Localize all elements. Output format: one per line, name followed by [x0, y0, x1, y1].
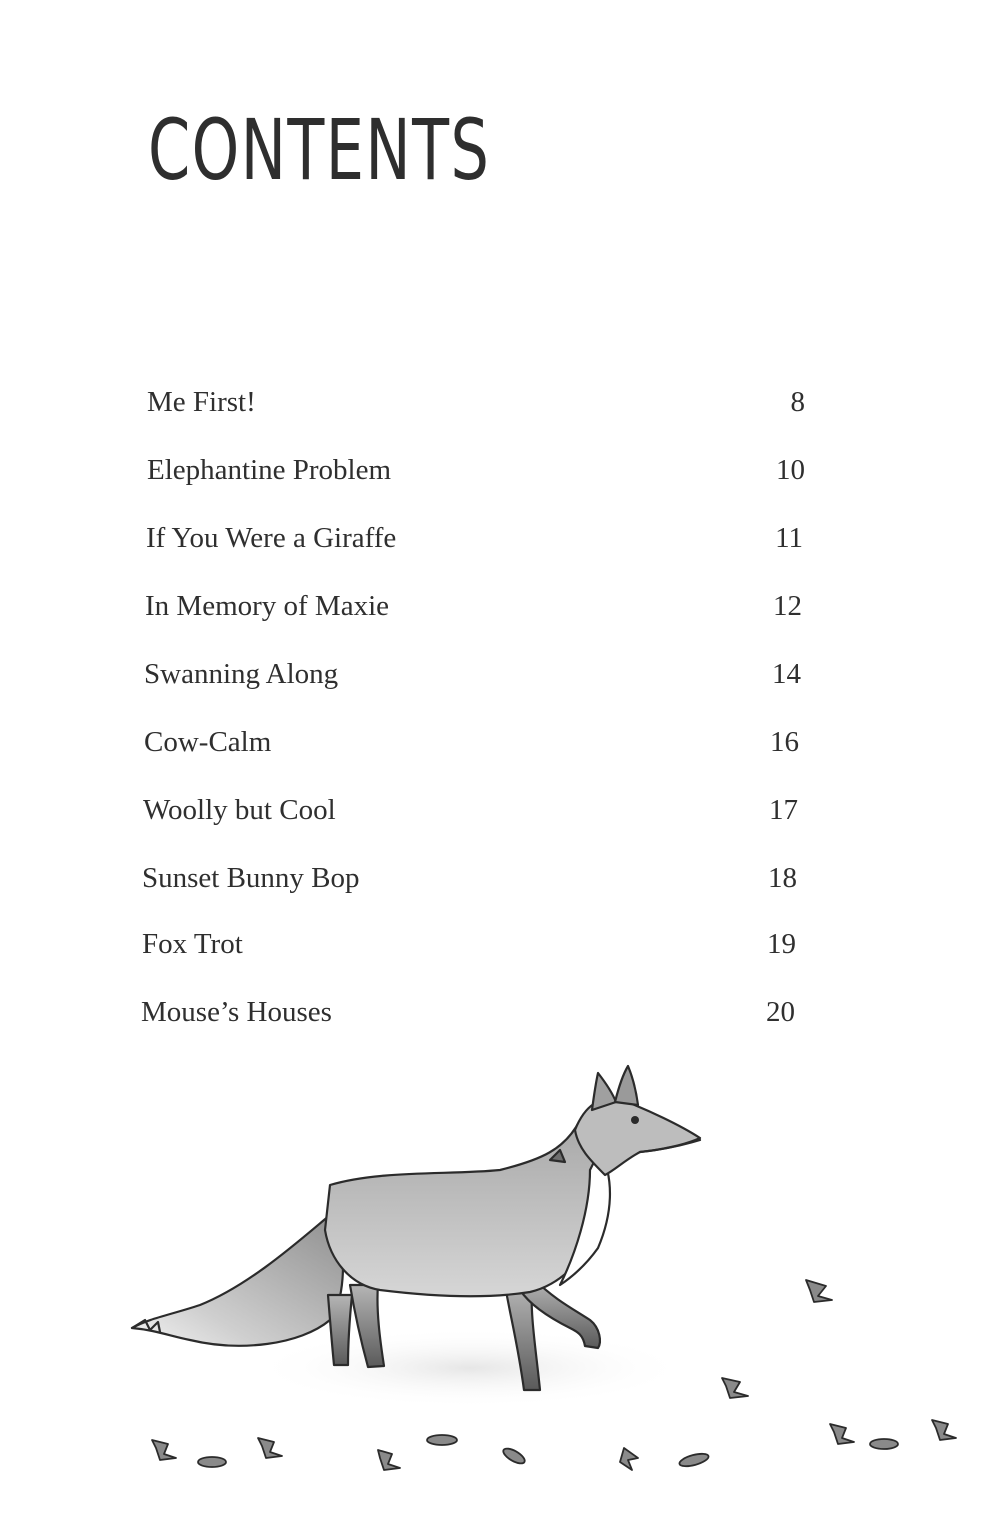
toc-entry[interactable]: [147, 450, 805, 490]
leaf-icon: [427, 1435, 457, 1445]
leaf-icon: [806, 1280, 832, 1302]
toc-entry-title: Mouse’s Houses: [141, 996, 332, 1028]
toc-entry[interactable]: [142, 858, 797, 898]
leaf-icon: [378, 1450, 400, 1470]
leaf-icon: [198, 1457, 226, 1467]
toc-entry[interactable]: [142, 924, 796, 964]
toc-entry-page: 12: [773, 590, 802, 622]
toc-entry-title: Woolly but Cool: [143, 794, 336, 826]
leaf-icon: [258, 1438, 282, 1458]
leaf-icon: [152, 1440, 176, 1460]
toc-entry[interactable]: [147, 382, 805, 422]
leaf-icon: [932, 1420, 956, 1440]
fox-tail: [132, 1215, 343, 1346]
toc-entry-title: Sunset Bunny Bop: [142, 862, 360, 894]
toc-entry[interactable]: [144, 722, 799, 762]
toc-entry[interactable]: [145, 586, 802, 626]
toc-entry[interactable]: [143, 790, 798, 830]
toc-entry-page: 18: [768, 862, 797, 894]
toc-entry-page: 14: [772, 658, 801, 690]
toc-entry-page: 20: [766, 996, 795, 1028]
leaf-icon: [501, 1446, 527, 1467]
toc-entry-title: Elephantine Problem: [147, 454, 392, 486]
toc-entry[interactable]: [141, 992, 795, 1032]
leaf-icon: [830, 1424, 854, 1444]
ground-shadow: [250, 1328, 690, 1408]
toc-entry-page: 10: [776, 454, 805, 486]
toc-entry-page: 19: [767, 928, 796, 960]
page-title: CONTENTS: [148, 101, 491, 199]
toc-entry-title: Swanning Along: [144, 658, 339, 690]
toc-entry-page: 16: [770, 726, 799, 758]
leaf-icon: [722, 1378, 748, 1398]
toc-entry-title: In Memory of Maxie: [145, 590, 390, 622]
fox-ear-near: [615, 1066, 638, 1105]
toc-entry[interactable]: [146, 518, 803, 558]
toc-entry-page: 8: [790, 386, 805, 418]
toc-entry-title: If You Were a Giraffe: [146, 522, 397, 554]
fox-illustration: [0, 1050, 1006, 1539]
toc-entry-page: 11: [775, 522, 803, 554]
fox-eye: [631, 1116, 639, 1124]
toc-entry[interactable]: [144, 654, 801, 694]
toc-entry-title: Me First!: [147, 386, 256, 418]
leaf-icon: [620, 1448, 638, 1470]
fox-body: [325, 1120, 600, 1296]
leaf-icon: [870, 1439, 898, 1449]
toc-entry-title: Cow-Calm: [144, 726, 272, 758]
leaf-icon: [678, 1451, 710, 1468]
toc-entry-title: Fox Trot: [142, 928, 243, 960]
toc-entry-page: 17: [769, 794, 798, 826]
